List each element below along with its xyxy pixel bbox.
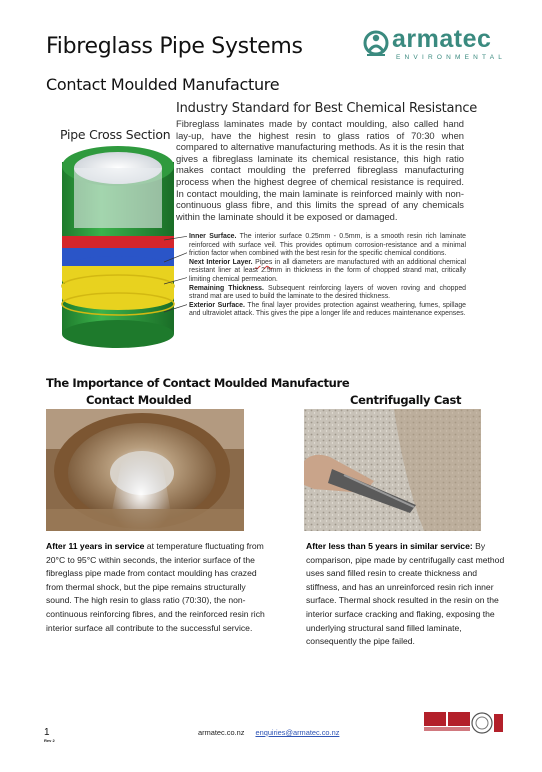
centrifugally-cast-label: Centrifugally Cast: [350, 393, 462, 407]
logo-emblem-icon: [362, 29, 390, 59]
layer-definitions: [189, 233, 466, 319]
logo-wordmark: armatec: [392, 25, 492, 53]
footer-contacts: [198, 728, 339, 737]
definition-text: in all diameters are manufactured with an additional chemical resistant liner at least 2.5mm in thickness in the form of chopped strand mat, critically limiting chemical permeation.: [189, 258, 466, 283]
page-title: Fibreglass Pipe Systems: [46, 34, 303, 59]
section-subtitle: Contact Moulded Manufacture: [46, 75, 280, 94]
definition-text: Subsequent reinforcing layers of woven roving and chopped strand mat are used to build the laminate to the desired thickness.: [189, 284, 466, 301]
definition-text: The interior surface 0.25mm - 0.5mm, is a smooth resin rich laminate reinforced with surface veil. This provides optimum corrosion-resistance and a minimal friction factor when combined with the best resin for the specific chemical conditions.: [189, 233, 466, 258]
pipe-cross-section-illustration: [52, 144, 187, 352]
centrifugally-cast-description: After less than 5 years in similar service: By comparison, pipe made by centrifugally cast method uses sand filled resin to create thickness and stiffness, and has an unreinforced resin rich inner surface. Thermal shock resulted in the resin on the interior surface cracking and flaking, exposing the underlying structural sand filled laminate, consequently the pipe failed.: [306, 541, 505, 647]
page-number: 1: [44, 727, 50, 738]
definition-term: Next Interior Layer.: [189, 258, 253, 266]
spellcheck-flagged-word: Pipes: [255, 258, 273, 266]
website-link[interactable]: armatec.co.nz: [198, 728, 245, 737]
definition-remaining-thickness: [189, 285, 466, 302]
intro-paragraph: Fibreglass laminates made by contact moulding, also called hand lay-up, have the highest resin to glass ratios of 70:30 when compared to alternative manufacturing methods. As it is the resin that gives a fibreglass laminate its chemical resistance, this high ratio makes contact moulding the preferred fibreglass manufacturing process when the highest degree of chemical resistance is required. In contact moulding, the main laminate is reinforced mainly with non-continuous glass fibre, and this limits the spread of any chemicals within the laminate should it be exposed or damaged.: [176, 118, 464, 222]
definition-term: Exterior Surface.: [189, 301, 245, 309]
definition-exterior-surface: [189, 302, 466, 319]
logo-tagline: ENVIRONMENTAL: [396, 54, 507, 61]
definition-term: Remaining Thickness.: [189, 284, 264, 292]
definition-inner-surface: [189, 233, 466, 259]
revision-label: Rev 2: [44, 738, 55, 743]
industry-heading: Industry Standard for Best Chemical Resistance: [176, 101, 478, 116]
definition-next-interior-layer: [189, 259, 466, 285]
definition-term: Inner Surface.: [189, 233, 237, 240]
cross-section-label: Pipe Cross Section: [60, 127, 171, 142]
armatec-logo: [362, 25, 507, 65]
email-link[interactable]: enquiries@armatec.co.nz: [255, 728, 340, 737]
certification-badges-icon: [424, 710, 504, 740]
importance-heading: The Importance of Contact Moulded Manufacture: [46, 376, 350, 390]
definition-text: The final layer provides protection against weathering, fumes, spillage and ultraviolet attack. This gives the pipe a longer life and reduces maintenance expenses.: [189, 301, 466, 318]
description-lead: After 11 years in service: [46, 541, 145, 551]
centrifugally-cast-pipe-photo: [304, 409, 481, 531]
contact-moulded-pipe-photo: [46, 409, 244, 531]
contact-moulded-description: After 11 years in service at temperature fluctuating from 20°C to 95°C within seconds, the interior surface of the fibreglass pipe made from contact moulding has crazed from thermal shock, but the pipe remains structurally sound. The high resin to glass ratio (70:30), the non-continuous reinforcing fibres, and the reinforced resin rich interior surface all contribute to the successful service.: [46, 541, 265, 633]
description-lead: After less than 5 years in similar service:: [306, 541, 473, 551]
contact-moulded-label: Contact Moulded: [86, 393, 192, 407]
